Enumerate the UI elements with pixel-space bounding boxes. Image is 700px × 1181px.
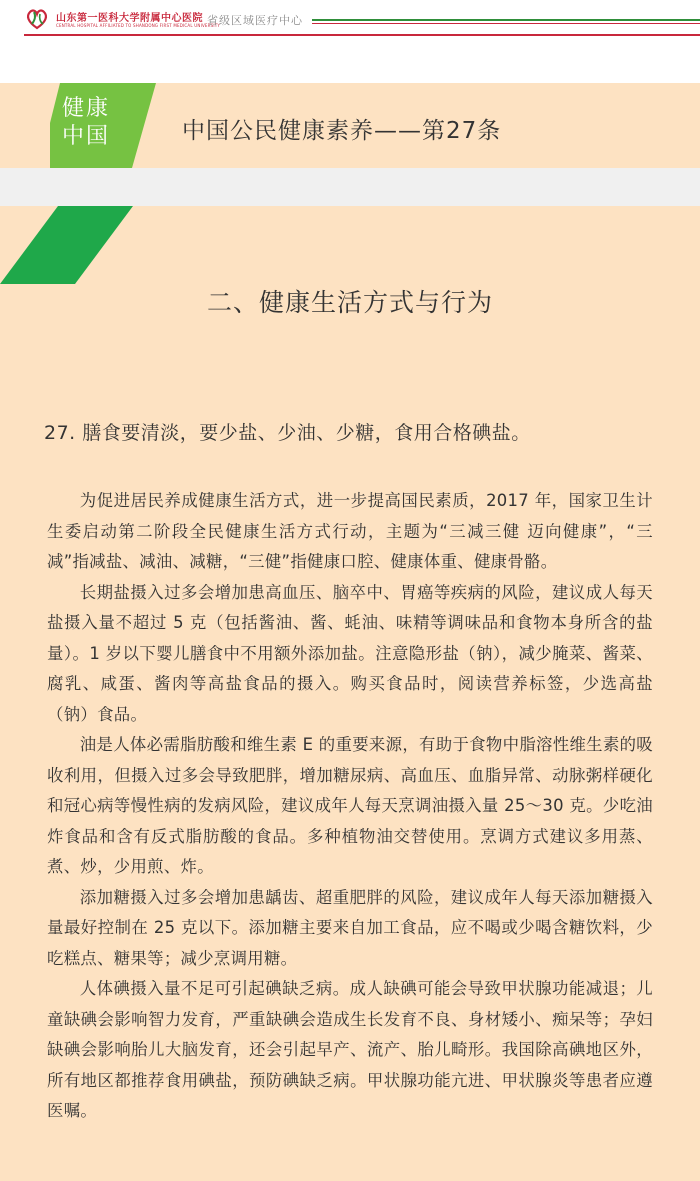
hospital-name: 山东第一医科大学附属中心医院 — [56, 13, 203, 24]
paragraph: 长期盐摄入过多会增加患高血压、脑卒中、胃癌等疾病的风险，建议成人每天盐摄入量不超过 5 克（包括酱油、酱、蚝油、味精等调味品和食物本身所含的盐量）。1 岁以下婴儿膳食中不用额外添加盐。注意隐形盐（钠），减少腌菜、酱菜、腐乳、咸蛋、酱肉等高盐食品的摄入。购买食品时，阅读营养标签，少选高盐（钠）食品。 — [47, 582, 653, 724]
paragraph: 添加糖摄入过多会增加患龋齿、超重肥胖的风险，建议成年人每天添加糖摄入量最好控制在 25 克以下。添加糖主要来自加工食品，应不喝或少喝含糖饮料，少吃糕点、糖果等；减少烹调用糖。 — [47, 887, 653, 968]
header-divider-green — [312, 19, 700, 21]
top-header — [0, 0, 700, 40]
badge-line-2: 中国 — [62, 124, 111, 149]
item-heading: 27. 膳食要清淡，要少盐、少油、少糖，食用合格碘盐。 — [44, 422, 531, 444]
hospital-english-name: CENTRAL HOSPITAL AFFILIATED TO SHANDONG FIRST MEDICAL UNIVERSITY — [56, 23, 220, 28]
section-heading: 二、健康生活方式与行为 — [206, 288, 493, 317]
header-spacer — [0, 40, 700, 83]
page-title: 中国公民健康素养——第27条 — [182, 118, 502, 144]
paragraph: 为促进居民养成健康生活方式，进一步提高国民素质，2017 年，国家卫生计生委启动第二阶段全民健康生活方式行动，主题为“三减三健 迈向健康”，“三减”指减盐、减油、减糖，“三健”指健康口腔、健康体重、健康骨骼。 — [47, 491, 653, 571]
header-divider-red-thin — [312, 23, 700, 24]
article-paragraphs — [47, 486, 653, 1127]
paragraph: 人体碘摄入量不足可引起碘缺乏病。成人缺碘可能会导致甲状腺功能减退；儿童缺碘会影响智力发育，严重缺碘会造成生长发育不良、身材矮小、痴呆等；孕妇缺碘会影响胎儿大脑发育，还会引起早产、流产、胎儿畸形。我国除高碘地区外，所有地区都推荐食用碘盐，预防碘缺乏病。甲状腺功能亢进、甲状腺炎等患者应遵医嘱。 — [47, 979, 653, 1120]
badge-line-1: 健康 — [62, 96, 111, 121]
healthy-china-badge-text — [62, 95, 122, 151]
hospital-logo-icon — [24, 6, 50, 32]
header-divider-red — [24, 34, 700, 36]
regional-center-label: 省级区域医疗中心 — [207, 14, 303, 27]
green-parallelogram-decoration — [0, 206, 140, 286]
gray-separator-band — [0, 168, 700, 206]
paragraph: 油是人体必需脂肪酸和维生素 E 的重要来源，有助于食物中脂溶性维生素的吸收利用，但摄入过多会导致肥胖，增加糖尿病、高血压、血脂异常、动脉粥样硬化和冠心病等慢性病的发病风险，建议成年人每天烹调油摄入量 25～30 克。少吃油炸食品和含有反式脂肪酸的食品。多种植物油交替使用。烹调方式建议多用蒸、煮、炒，少用煎、炸。 — [47, 735, 653, 876]
